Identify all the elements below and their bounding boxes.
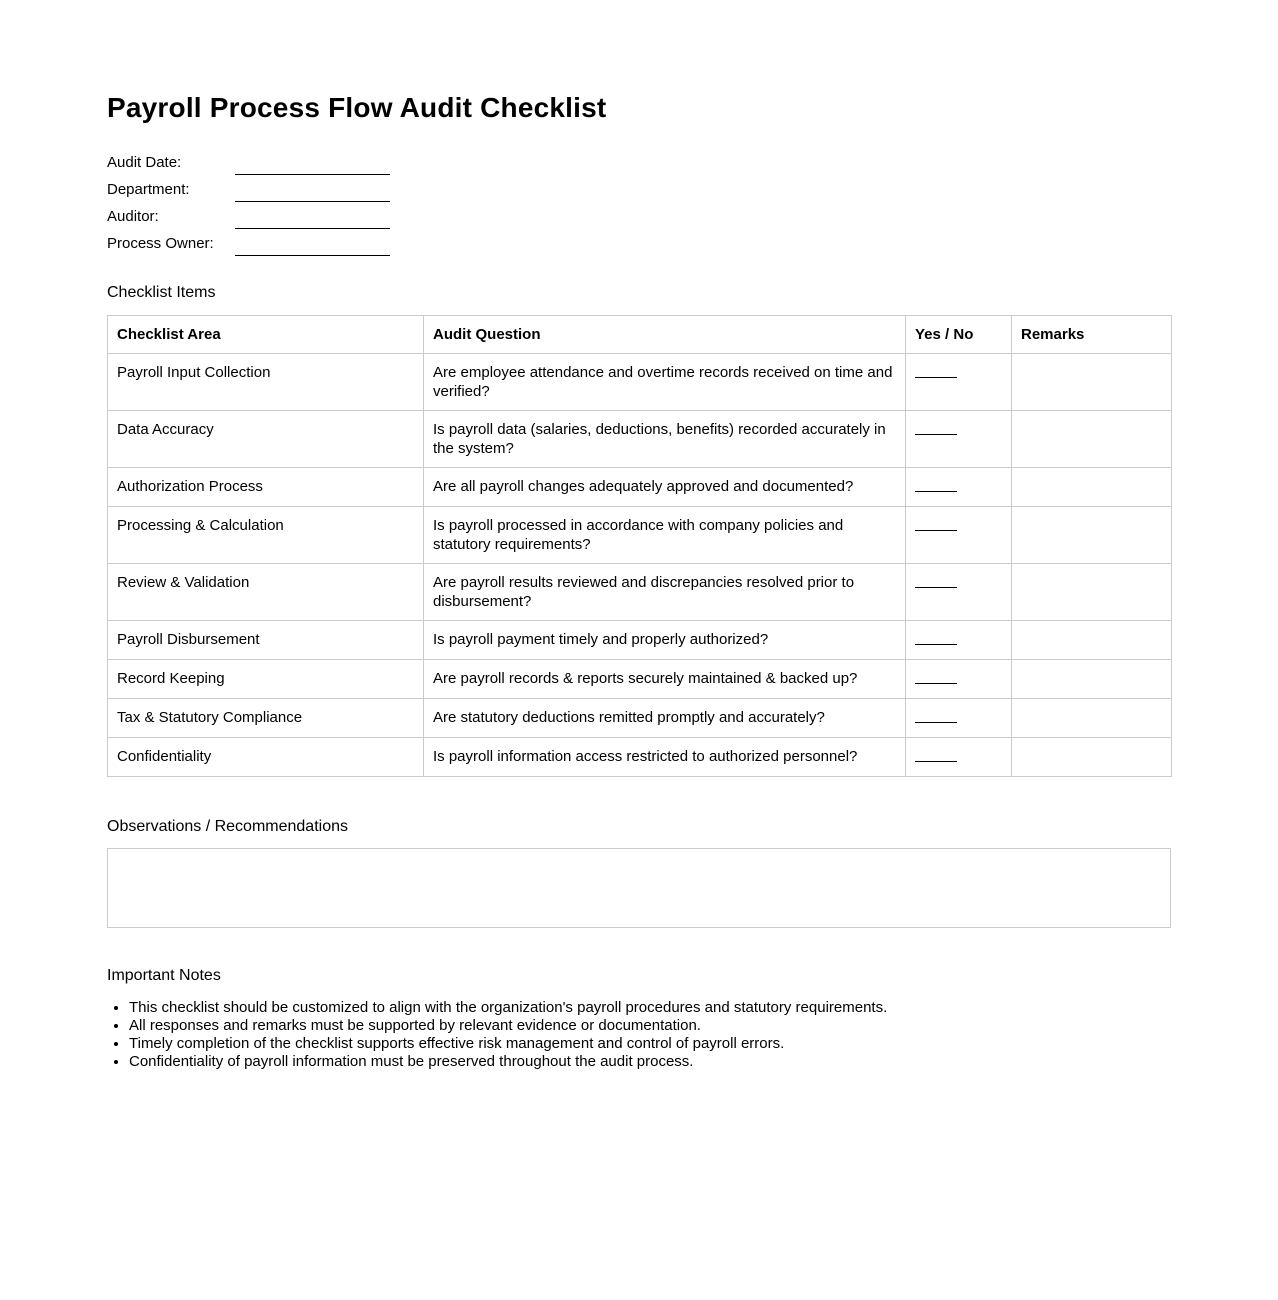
cell-audit-question: Are payroll results reviewed and discrepancies resolved prior to disbursement? <box>424 564 906 621</box>
cell-checklist-area: Authorization Process <box>108 468 424 507</box>
meta-field-row-2 <box>107 202 1171 229</box>
cell-yes-no <box>906 507 1012 564</box>
cell-audit-question: Are statutory deductions remitted promptly and accurately? <box>424 699 906 738</box>
important-notes-heading: Important Notes <box>107 967 221 984</box>
note-item-1: • All responses and remarks must be supported by relevant evidence or documentation. <box>129 1017 1171 1035</box>
yes-no-blank-line <box>915 420 957 435</box>
table-row <box>108 564 1172 621</box>
note-item-0: • This checklist should be customized to align with the organization's payroll procedures and statutory requirements. <box>129 999 1171 1017</box>
cell-remarks <box>1012 621 1172 660</box>
cell-remarks <box>1012 411 1172 468</box>
cell-audit-question: Is payroll processed in accordance with company policies and statutory requirements? <box>424 507 906 564</box>
yes-no-blank-line <box>915 477 957 492</box>
yes-no-blank-line <box>915 630 957 645</box>
table-header-row <box>108 316 1172 354</box>
page-title: Payroll Process Flow Audit Checklist <box>107 92 607 123</box>
cell-checklist-area: Review & Validation <box>108 564 424 621</box>
cell-checklist-area: Payroll Disbursement <box>108 621 424 660</box>
cell-audit-question: Is payroll data (salaries, deductions, benefits) recorded accurately in the system? <box>424 411 906 468</box>
cell-remarks <box>1012 738 1172 777</box>
cell-remarks <box>1012 507 1172 564</box>
cell-checklist-area: Data Accuracy <box>108 411 424 468</box>
meta-field-row-1 <box>107 175 1171 202</box>
yes-no-blank-line <box>915 669 957 684</box>
cell-remarks <box>1012 354 1172 411</box>
meta-field-label: Auditor: <box>107 208 159 225</box>
meta-field-row-3 <box>107 229 1171 256</box>
checklist-table <box>107 315 1172 777</box>
cell-checklist-area: Processing & Calculation <box>108 507 424 564</box>
table-row <box>108 660 1172 699</box>
meta-field-label: Process Owner: <box>107 235 214 252</box>
cell-audit-question: Is payroll payment timely and properly authorized? <box>424 621 906 660</box>
column-header-remarks: Remarks <box>1012 316 1172 354</box>
meta-field-blank-line <box>235 236 390 256</box>
table-row <box>108 699 1172 738</box>
meta-field-label: Department: <box>107 181 190 198</box>
cell-remarks <box>1012 699 1172 738</box>
cell-checklist-area: Confidentiality <box>108 738 424 777</box>
meta-fields <box>107 148 1171 256</box>
cell-checklist-area: Record Keeping <box>108 660 424 699</box>
note-item-3: • Confidentiality of payroll information must be preserved throughout the audit process. <box>129 1053 1171 1071</box>
cell-audit-question: Is payroll information access restricted to authorized personnel? <box>424 738 906 777</box>
yes-no-blank-line <box>915 708 957 723</box>
cell-remarks <box>1012 564 1172 621</box>
cell-audit-question: Are all payroll changes adequately approved and documented? <box>424 468 906 507</box>
note-item-2: • Timely completion of the checklist supports effective risk management and control of payroll errors. <box>129 1035 1171 1053</box>
yes-no-blank-line <box>915 516 957 531</box>
yes-no-blank-line <box>915 363 957 378</box>
cell-yes-no <box>906 738 1012 777</box>
meta-field-label: Audit Date: <box>107 154 182 171</box>
cell-yes-no <box>906 621 1012 660</box>
cell-yes-no <box>906 468 1012 507</box>
cell-yes-no <box>906 354 1012 411</box>
cell-checklist-area: Tax & Statutory Compliance <box>108 699 424 738</box>
meta-field-blank-line <box>235 209 390 229</box>
cell-yes-no <box>906 660 1012 699</box>
table-row <box>108 411 1172 468</box>
yes-no-blank-line <box>915 747 957 762</box>
meta-field-blank-line <box>235 182 390 202</box>
table-row <box>108 468 1172 507</box>
cell-checklist-area: Payroll Input Collection <box>108 354 424 411</box>
table-row <box>108 354 1172 411</box>
cell-remarks <box>1012 660 1172 699</box>
important-notes-list <box>107 999 1171 1071</box>
column-header-audit-question: Audit Question <box>424 316 906 354</box>
checklist-items-heading: Checklist Items <box>107 284 216 301</box>
meta-field-row-0 <box>107 148 1171 175</box>
yes-no-blank-line <box>915 573 957 588</box>
table-row <box>108 738 1172 777</box>
cell-remarks <box>1012 468 1172 507</box>
checklist-table-body <box>108 354 1172 777</box>
cell-yes-no <box>906 699 1012 738</box>
cell-yes-no <box>906 411 1012 468</box>
meta-field-blank-line <box>235 155 390 175</box>
cell-audit-question: Are employee attendance and overtime records received on time and verified? <box>424 354 906 411</box>
observations-heading: Observations / Recommendations <box>107 818 348 835</box>
table-row <box>108 507 1172 564</box>
cell-audit-question: Are payroll records & reports securely maintained & backed up? <box>424 660 906 699</box>
column-header-checklist-area: Checklist Area <box>108 316 424 354</box>
column-header-yes-no: Yes / No <box>906 316 1012 354</box>
cell-yes-no <box>906 564 1012 621</box>
table-row <box>108 621 1172 660</box>
observations-box <box>107 848 1171 928</box>
